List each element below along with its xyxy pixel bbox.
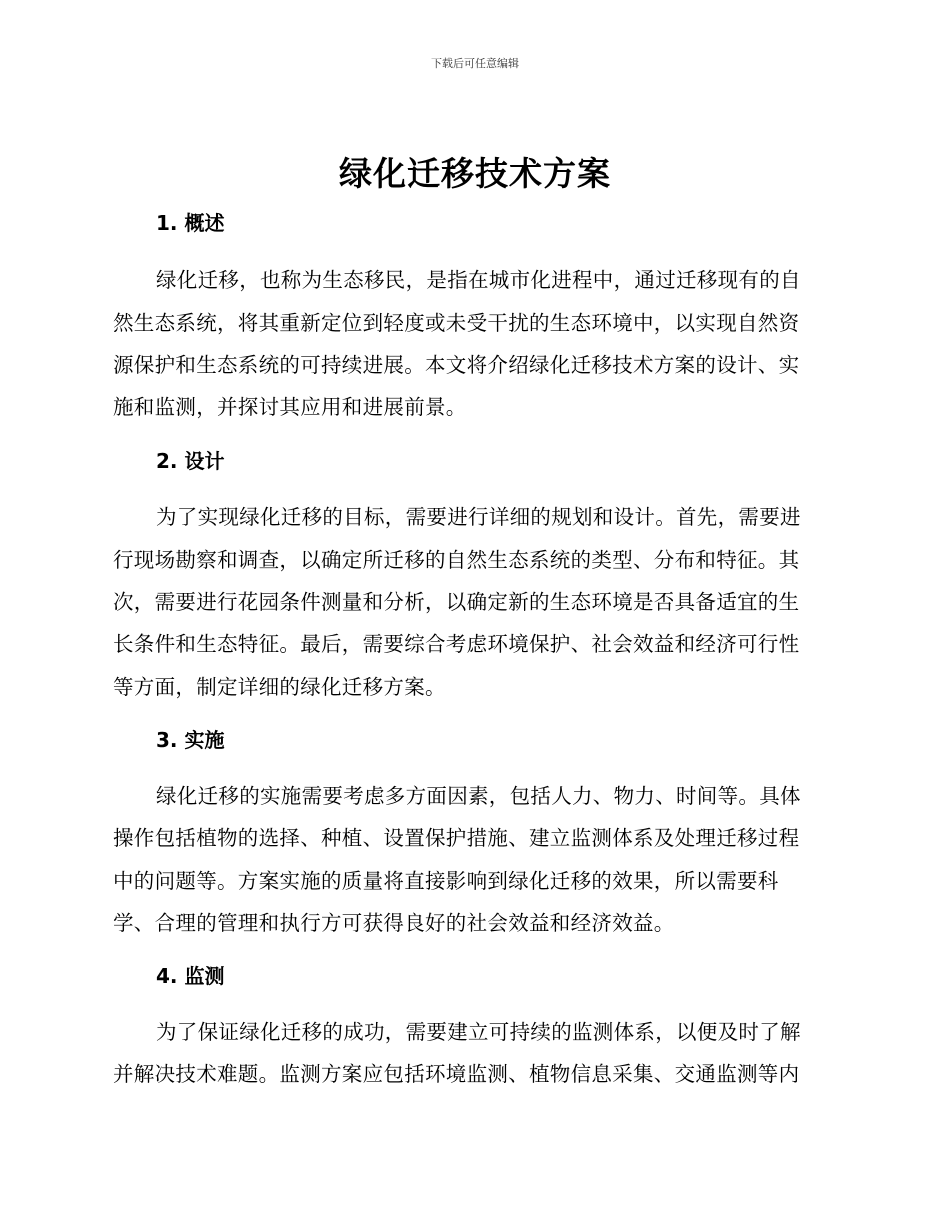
section-heading-overview: 1. 概述 bbox=[156, 211, 225, 235]
section-heading-design: 2. 设计 bbox=[156, 449, 225, 473]
paragraph-line: 绿化迁移，也称为生态移民，是指在城市化进程中，通过迁移现有的自 bbox=[156, 268, 801, 292]
paragraph-line: 源保护和生态系统的可持续进展。本文将介绍绿化迁移技术方案的设计、实 bbox=[113, 353, 800, 377]
paragraph-line: 中的问题等。方案实施的质量将直接影响到绿化迁移的效果，所以需要科 bbox=[113, 869, 779, 893]
paragraph-line: 操作包括植物的选择、种植、设置保护措施、建立监测体系及处理迁移过程 bbox=[113, 826, 800, 850]
section-heading-implementation: 3. 实施 bbox=[156, 728, 225, 752]
paragraph-line: 行现场勘察和调查，以确定所迁移的自然生态系统的类型、分布和特征。其 bbox=[113, 548, 800, 572]
paragraph-line: 然生态系统，将其重新定位到轻度或未受干扰的生态环境中，以实现自然资 bbox=[113, 311, 800, 335]
paragraph-line: 并解决技术难题。监测方案应包括环境监测、植物信息采集、交通监测等内 bbox=[113, 1062, 800, 1086]
paragraph-line: 长条件和生态特征。最后，需要综合考虑环境保护、社会效益和经济可行性 bbox=[113, 632, 800, 656]
paragraph-line: 施和监测，并探讨其应用和进展前景。 bbox=[113, 395, 467, 419]
page-header-note: 下载后可任意编辑 bbox=[431, 57, 519, 70]
section-heading-monitoring: 4. 监测 bbox=[156, 964, 225, 988]
paragraph-line: 学、合理的管理和执行方可获得良好的社会效益和经济效益。 bbox=[113, 911, 675, 935]
paragraph-line: 为了保证绿化迁移的成功，需要建立可持续的监测体系，以便及时了解 bbox=[156, 1020, 801, 1044]
paragraph-line: 为了实现绿化迁移的目标，需要进行详细的规划和设计。首先，需要进 bbox=[156, 505, 801, 529]
paragraph-line: 次，需要进行花园条件测量和分析，以确定新的生态环境是否具备适宜的生 bbox=[113, 590, 800, 614]
document-title: 绿化迁移技术方案 bbox=[339, 154, 611, 193]
paragraph-line: 绿化迁移的实施需要考虑多方面因素，包括人力、物力、时间等。具体 bbox=[156, 784, 801, 808]
paragraph-line: 等方面，制定详细的绿化迁移方案。 bbox=[113, 675, 446, 699]
